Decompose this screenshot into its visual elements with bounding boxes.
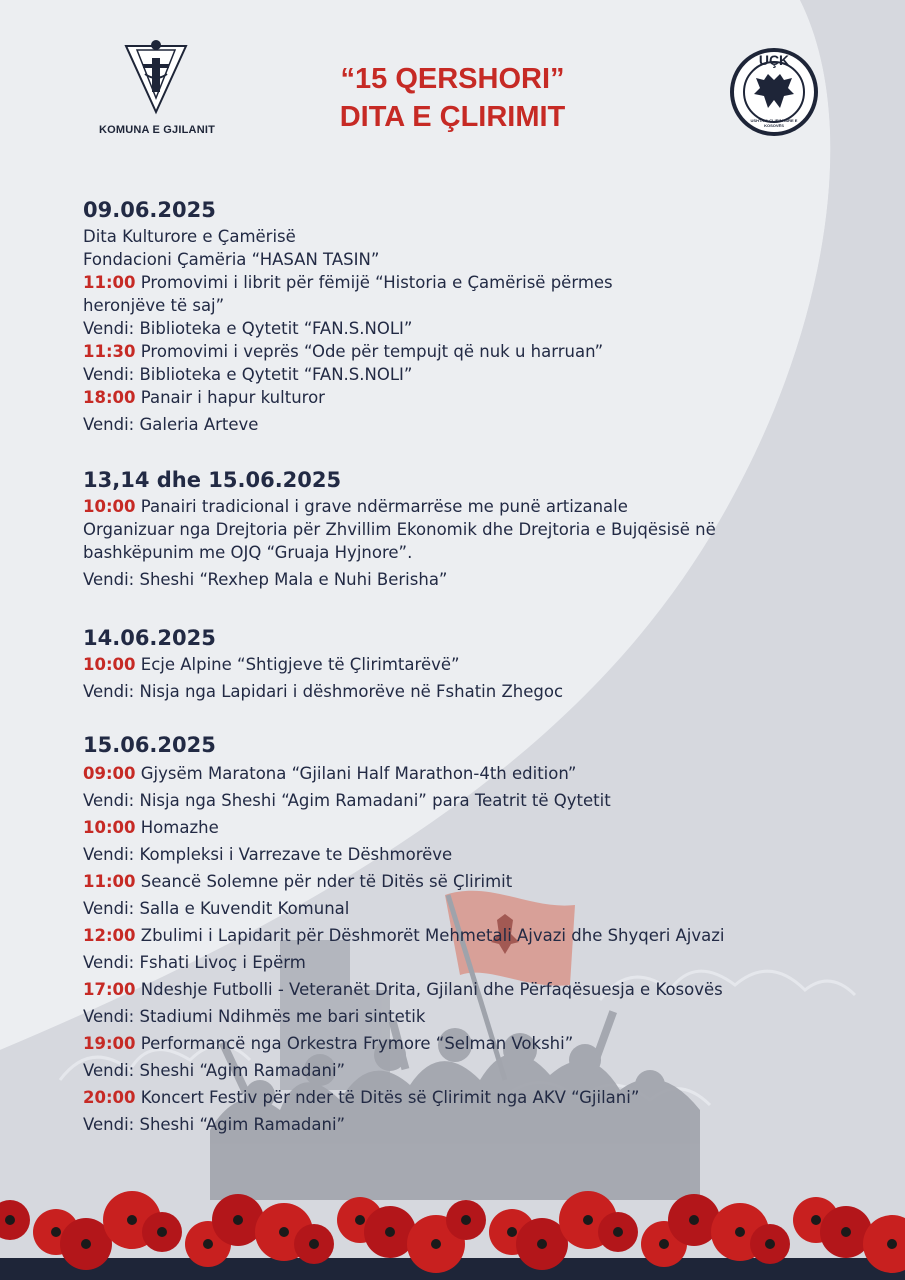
- schedule-day-3: [83, 623, 803, 703]
- poppies-border: [0, 1180, 905, 1280]
- poppy-center: [5, 1215, 15, 1225]
- event-time: 11:30: [83, 342, 136, 361]
- event-title: Performancë nga Orkestra Frymore “Selman Vokshi”: [135, 1034, 574, 1053]
- poppy-center: [385, 1227, 395, 1237]
- poppy-center: [583, 1215, 593, 1225]
- day-date: 14.06.2025: [83, 626, 216, 650]
- event-title: Promovimi i veprës “Ode për tempujt që nuk u harruan”: [135, 342, 604, 361]
- poppy-center: [887, 1239, 897, 1249]
- event-venue: Vendi: Sheshi “Agim Ramadani”: [83, 1115, 346, 1134]
- event-line: [83, 653, 803, 676]
- poppy-center: [81, 1239, 91, 1249]
- poppy-center: [689, 1215, 699, 1225]
- poppy-center: [537, 1239, 547, 1249]
- uck-emblem: [729, 44, 819, 140]
- event-venue: Vendi: Biblioteka e Qytetit “FAN.S.NOLI”: [83, 365, 413, 384]
- event-line: [83, 495, 803, 518]
- event-title: Panair i hapur kulturor: [135, 388, 325, 407]
- poppy-center: [811, 1215, 821, 1225]
- poppy-center: [233, 1215, 243, 1225]
- poppy-center: [203, 1239, 213, 1249]
- poppy-center: [157, 1227, 167, 1237]
- poppy-center: [279, 1227, 289, 1237]
- day-date: 09.06.2025: [83, 198, 216, 222]
- event-title-continued: heronjëve të saj”: [83, 296, 225, 315]
- uck-emblem-label: UÇK: [758, 52, 790, 68]
- event-venue: Vendi: Stadiumi Ndihmës me bari sintetik: [83, 1007, 426, 1026]
- event-line: [83, 814, 803, 841]
- gjilan-municipality-logo: [86, 40, 226, 140]
- event-description: bashkëpunim me OJQ “Gruaja Hyjnore”.: [83, 543, 413, 562]
- event-time: 11:00: [83, 872, 136, 891]
- event-time: 10:00: [83, 655, 136, 674]
- event-line: [83, 1030, 803, 1057]
- poppy-center: [613, 1227, 623, 1237]
- poppy-center: [461, 1215, 471, 1225]
- schedule-day-4: [83, 730, 803, 1138]
- event-time: 20:00: [83, 1088, 136, 1107]
- coat-of-arms-icon: [123, 40, 189, 116]
- event-time: 10:00: [83, 497, 136, 516]
- schedule-day-2: [83, 465, 803, 591]
- event-line: [83, 922, 803, 949]
- uck-emblem-ring-text: USHTRIA ÇLIRIMTARE E KOSOVËS: [750, 118, 798, 128]
- day-intro: Fondacioni Çamëria “HASAN TASIN”: [83, 250, 380, 269]
- poppy-center: [507, 1227, 517, 1237]
- event-description: Organizuar nga Drejtoria për Zhvillim Ekonomik dhe Drejtoria e Bujqësisë në: [83, 520, 716, 539]
- poppy-center: [355, 1215, 365, 1225]
- event-title: Gjysëm Maratona “Gjilani Half Marathon-4th edition”: [135, 764, 577, 783]
- event-venue: Vendi: Sheshi “Rexhep Mala e Nuhi Berisha”: [83, 570, 448, 589]
- event-venue: Vendi: Sheshi “Agim Ramadani”: [83, 1061, 346, 1080]
- day-intro: Dita Kulturore e Çamërisë: [83, 227, 296, 246]
- event-venue: Vendi: Fshati Livoç i Epërm: [83, 953, 306, 972]
- event-line: [83, 340, 803, 363]
- poppy-center: [309, 1239, 319, 1249]
- event-venue: Vendi: Salla e Kuvendit Komunal: [83, 899, 350, 918]
- event-time: 11:00: [83, 273, 136, 292]
- event-title: Zbulimi i Lapidarit për Dëshmorët Mehmetali Ajvazi dhe Shyqeri Ajvazi: [135, 926, 725, 945]
- event-venue: Vendi: Galeria Arteve: [83, 415, 259, 434]
- event-time: 10:00: [83, 818, 136, 837]
- municipality-name: KOMUNA E GJILANIT: [98, 124, 216, 136]
- event-line: [83, 976, 803, 1003]
- event-venue: Vendi: Biblioteka e Qytetit “FAN.S.NOLI”: [83, 319, 413, 338]
- event-title: Ecje Alpine “Shtigjeve të Çlirimtarëvë”: [135, 655, 460, 674]
- event-title: Koncert Festiv për nder të Ditës së Çlirimit nga AKV “Gjilani”: [135, 1088, 640, 1107]
- event-line: [83, 760, 803, 787]
- event-line: [83, 271, 803, 294]
- poppy-center: [431, 1239, 441, 1249]
- day-date: 15.06.2025: [83, 733, 216, 757]
- event-time: 17:00: [83, 980, 136, 999]
- event-title: Homazhe: [135, 818, 219, 837]
- poppy-center: [841, 1227, 851, 1237]
- event-time: 19:00: [83, 1034, 136, 1053]
- poppy-center: [127, 1215, 137, 1225]
- event-title: Ndeshje Futbolli - Veteranët Drita, Gjilani dhe Përfaqësuesja e Kosovës: [135, 980, 723, 999]
- schedule-day-1: [83, 195, 803, 436]
- poppy-center: [659, 1239, 669, 1249]
- event-title: Seancë Solemne për nder të Ditës së Çlirimit: [135, 872, 513, 891]
- event-time: 18:00: [83, 388, 136, 407]
- event-line: [83, 386, 803, 409]
- event-title: Panairi tradicional i grave ndërmarrëse me punë artizanale: [135, 497, 628, 516]
- event-venue: Vendi: Kompleksi i Varrezave te Dëshmorëve: [83, 845, 453, 864]
- poppy-center: [765, 1239, 775, 1249]
- event-venue: Vendi: Nisja nga Lapidari i dëshmorëve në Fshatin Zhegoc: [83, 682, 564, 701]
- poster-title-line2: DITA E ÇLIRIMIT: [339, 101, 566, 133]
- event-time: 12:00: [83, 926, 136, 945]
- event-time: 09:00: [83, 764, 136, 783]
- event-line: [83, 1084, 803, 1111]
- event-venue: Vendi: Nisja nga Sheshi “Agim Ramadani” para Teatrit të Qytetit: [83, 791, 611, 810]
- event-line: [83, 868, 803, 895]
- poster-title-line1: “15 QERSHORI”: [340, 63, 565, 95]
- day-date: 13,14 dhe 15.06.2025: [83, 468, 342, 492]
- poppy-center: [51, 1227, 61, 1237]
- event-title: Promovimi i librit për fëmijë “Historia e Çamërisë përmes: [135, 273, 613, 292]
- poppy-center: [735, 1227, 745, 1237]
